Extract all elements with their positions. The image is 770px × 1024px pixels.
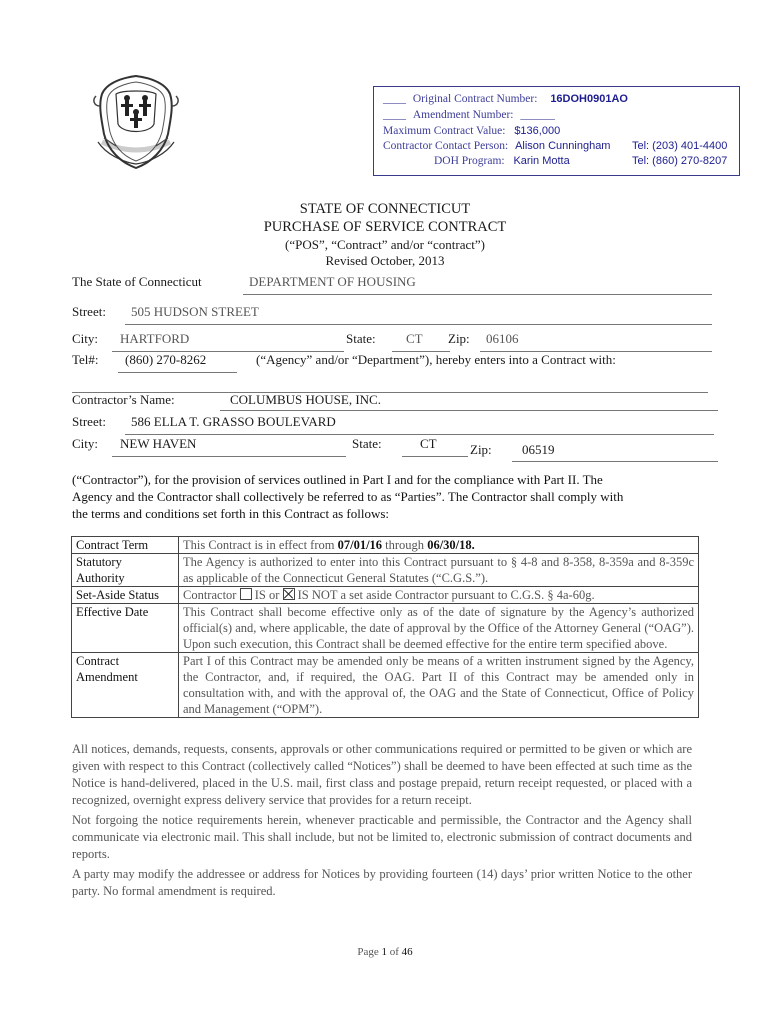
state-seal-logo bbox=[92, 72, 180, 172]
effective-text: This Contract shall become effective only as of the date of signature by the Agency’s authorized official(s) and, where applicable, the date of approval by the Office of the Attorney General (“OAG”). Upon such execution, this Contract shall be deemed effective for the entire term specified above. bbox=[179, 604, 699, 653]
agency-city-label: City: bbox=[72, 331, 99, 346]
program-label: DOH Program: bbox=[434, 155, 505, 167]
amendment-text: Part I of this Contract may be amended only be means of a written instrument signed by the Agency, the Contractor, and, if required, the OAG. Part II of this Contract may be amended only in consultation with, and with the approval of, the OAG and the State of Connecticut, Office of Policy and Management (“OPM”). bbox=[179, 653, 699, 718]
blank-line: ____ bbox=[383, 109, 406, 121]
agency-city-field: HARTFORD bbox=[112, 331, 344, 352]
original-contract-number: 16DOH0901AO bbox=[550, 93, 628, 105]
contractor-street-field: 586 ELLA T. GRASSO BOULEVARD bbox=[125, 414, 714, 435]
contact-person-label: Contractor Contact Person: bbox=[383, 140, 509, 152]
authority-text: The Agency is authorized to enter into this Contract pursuant to § 4-8 and 8-358, 8-359a and 8-359c as applicable of the Connecticut General Statutes (“C.G.S.”). bbox=[179, 554, 699, 587]
authority-label bbox=[72, 554, 179, 587]
page-pre: Page bbox=[357, 946, 382, 958]
original-contract-label: Original Contract Number: bbox=[412, 93, 538, 105]
max-value-row bbox=[383, 125, 560, 137]
table-row bbox=[72, 554, 699, 587]
contact-person-name: Alison Cunningham bbox=[515, 140, 611, 152]
department-field: DEPARTMENT OF HOUSING bbox=[243, 274, 712, 295]
contractor-state-field: CT bbox=[402, 436, 468, 457]
authority-label-line1: Statutory bbox=[76, 555, 122, 569]
term-mid: through bbox=[382, 538, 428, 552]
page-total: 46 bbox=[401, 946, 413, 958]
blank-line: ____ bbox=[383, 93, 406, 105]
agency-street-field: 505 HUDSON STREET bbox=[125, 304, 712, 325]
agency-tel-label: Tel#: bbox=[72, 352, 99, 367]
table-row bbox=[72, 537, 699, 554]
agency-zip-field: 06106 bbox=[480, 331, 712, 352]
doc-title-contract: PURCHASE OF SERVICE CONTRACT bbox=[263, 219, 507, 235]
program-row bbox=[434, 155, 570, 167]
amendment-number: ______ bbox=[520, 109, 555, 121]
intro-line-3: the terms and conditions set forth in this Contract as follows: bbox=[72, 506, 390, 521]
contact-row bbox=[383, 140, 610, 152]
agency-zip-label: Zip: bbox=[448, 331, 470, 346]
doc-title-abbrev: (“POS”, “Contract” and/or “contract”) bbox=[285, 237, 485, 252]
contractor-state-label: State: bbox=[352, 436, 382, 451]
term-text bbox=[179, 537, 699, 554]
doc-revision: Revised October, 2013 bbox=[325, 253, 445, 268]
term-end-date: 06/30/18. bbox=[427, 538, 475, 552]
contract-terms-table bbox=[71, 536, 699, 718]
contact-phone: Tel: (203) 401-4400 bbox=[632, 140, 728, 152]
setaside-is: IS or bbox=[254, 588, 280, 602]
is-not-setaside-checkbox[interactable] bbox=[283, 588, 295, 600]
table-row bbox=[72, 587, 699, 604]
page-number bbox=[0, 946, 770, 958]
amendment-row bbox=[383, 109, 555, 121]
is-setaside-checkbox[interactable] bbox=[240, 588, 252, 600]
contractor-name-field: COLUMBUS HOUSE, INC. bbox=[220, 392, 718, 411]
term-pre: This Contract is in effect from bbox=[183, 538, 338, 552]
original-contract-row bbox=[383, 93, 628, 105]
max-contract-value: $136,000 bbox=[514, 125, 561, 137]
term-label: Contract Term bbox=[72, 537, 179, 554]
state-label: The State of Connecticut bbox=[72, 274, 202, 289]
table-row bbox=[72, 653, 699, 718]
agency-tel-field: (860) 270-8262 bbox=[118, 352, 237, 373]
notices-paragraph-3: A party may modify the addressee or address for Notices by providing fourteen (14) days’ prior written Notice to the other party. No formal amendment is required. bbox=[72, 867, 692, 898]
contractor-city-field: NEW HAVEN bbox=[112, 436, 346, 457]
agency-street-label: Street: bbox=[72, 304, 106, 319]
setaside-text bbox=[179, 587, 699, 604]
intro-line-2: Agency and the Contractor shall collectively be referred to as “Parties”. The Contractor shall comply with bbox=[72, 489, 624, 504]
program-contact-name: Karin Motta bbox=[513, 155, 570, 167]
contractor-name-label: Contractor’s Name: bbox=[72, 392, 175, 407]
contractor-zip-field: 06519 bbox=[512, 442, 718, 462]
contract-info-box bbox=[373, 86, 740, 176]
intro-line-1: (“Contractor”), for the provision of services outlined in Part I and for the compliance with Part II. The bbox=[72, 472, 603, 487]
amendment-label-line1: Contract bbox=[76, 654, 120, 668]
notices-paragraph-1: All notices, demands, requests, consents, approvals or other communications required or permitted to be given or which are given with respect to this Contract (collectively called “Notices”) shall be deemed to have been effected at such time as the Notice is hand-delivered, placed in the U.S. mail, first class and postage prepaid, return receipt requested, or placed with a recognized, overnight express delivery service that provides for a return receipt. bbox=[72, 742, 692, 807]
setaside-label: Set-Aside Status bbox=[72, 587, 179, 604]
page-of: of bbox=[386, 946, 402, 958]
amendment-label-line2: Amendment bbox=[76, 670, 138, 684]
authority-label-line2: Authority bbox=[76, 571, 125, 585]
amendment-label: Amendment Number: bbox=[412, 109, 514, 121]
setaside-is-not: IS NOT a set aside Contractor pursuant to C.G.S. § 4a-60g. bbox=[297, 588, 595, 602]
amendment-label bbox=[72, 653, 179, 718]
setaside-pre: Contractor bbox=[183, 588, 237, 602]
agency-state-field: CT bbox=[392, 331, 450, 352]
program-phone: Tel: (860) 270-8207 bbox=[632, 155, 728, 167]
contractor-zip-label: Zip: bbox=[470, 442, 492, 457]
doc-title-state: STATE OF CONNECTICUT bbox=[299, 201, 471, 217]
page-current: 1 bbox=[381, 946, 387, 958]
term-start-date: 07/01/16 bbox=[337, 538, 383, 552]
effective-label: Effective Date bbox=[72, 604, 179, 653]
contractor-street-label: Street: bbox=[72, 414, 106, 429]
notices-paragraph-2: Not forgoing the notice requirements herein, whenever practicable and permissible, the Contractor and the Agency shall communicate via electronic mail. This shall include, but not be limited to, electronic submission of contract documents and reports. bbox=[72, 813, 692, 861]
contractor-city-label: City: bbox=[72, 436, 99, 451]
agency-state-label: State: bbox=[346, 331, 376, 346]
blank-divider-line bbox=[72, 372, 708, 393]
table-row bbox=[72, 604, 699, 653]
max-value-label: Maximum Contract Value: bbox=[383, 125, 506, 137]
agency-enters-text: (“Agency” and/or “Department”), hereby enters into a Contract with: bbox=[256, 352, 616, 367]
